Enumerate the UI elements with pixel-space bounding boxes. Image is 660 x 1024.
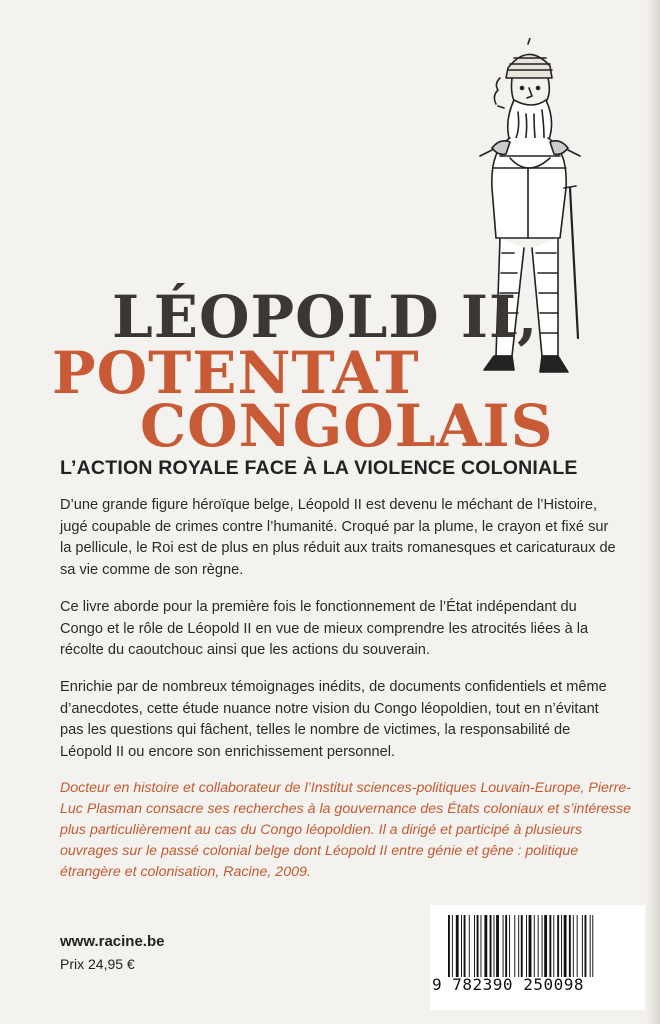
- barcode-icon: [448, 915, 640, 977]
- barcode-bar: [538, 915, 539, 977]
- barcode-bar: [573, 915, 574, 977]
- barcode-area: [430, 905, 645, 1010]
- barcode-bar: [564, 915, 567, 977]
- barcode-bar: [503, 915, 504, 977]
- barcode-bar: [544, 915, 547, 977]
- barcode-bar: [529, 915, 532, 977]
- barcode-bar: [514, 915, 515, 977]
- barcode-bar: [477, 915, 479, 977]
- barcode-bar: [518, 915, 519, 977]
- barcode-bar: [494, 915, 495, 977]
- barcode-bar: [474, 915, 475, 977]
- title-line-3: CONGOLAIS: [140, 392, 554, 460]
- barcode-bar: [456, 915, 459, 977]
- title-line-1: LÉOPOLD II,: [112, 283, 539, 351]
- barcode-bar: [577, 915, 578, 977]
- barcode-bar: [509, 915, 510, 977]
- subtitle: L’ACTION ROYALE FACE À LA VIOLENCE COLONIALE: [60, 457, 578, 479]
- barcode-bar: [590, 915, 591, 977]
- barcode-bar: [553, 915, 554, 977]
- barcode-bar: [448, 915, 450, 977]
- barcode-bar: [526, 915, 527, 977]
- barcode-bar: [557, 915, 559, 977]
- barcode-bar: [561, 915, 562, 977]
- price-label: Prix 24,95 €: [60, 956, 135, 972]
- barcode-bar: [569, 915, 571, 977]
- title-line-2: POTENTAT: [52, 339, 420, 407]
- barcode-bar: [549, 915, 551, 977]
- barcode-digits: 9 782390 250098: [432, 975, 584, 994]
- publisher-website: www.racine.be: [60, 933, 165, 950]
- paragraph: Enrichie par de nombreux témoignages inédits, de documents confidentiels et même d’anecdotes, cette étude nuance notre vision du Congo léopoldien, tout en n’évitant pas les questions qui fâchent, telles le nombre de victimes, la responsabilité de Léopold II ou encore son enrichissement personnel.: [60, 679, 607, 760]
- barcode-bar: [534, 915, 535, 977]
- barcode-bar: [592, 915, 593, 977]
- barcode-bar: [481, 915, 482, 977]
- barcode-bar: [505, 915, 507, 977]
- barcode-bar: [452, 915, 453, 977]
- paragraph: Ce livre aborde pour la première fois le fonctionnement de l’État indépendant du Congo et le rôle de Léopold II en vue de mieux comprendre les atrocités liées à la récolte du caoutchouc ainsi que les actions du souverain.: [60, 599, 589, 658]
- barcode-bar: [490, 915, 492, 977]
- barcode-bar: [521, 915, 523, 977]
- author-bio: Docteur en histoire et collaborateur de l’Institut sciences-politiques Louvain-Europe, Pierre-Luc Plasman consacre ses recherches à la gouvernance des États coloniaux et s’intéresse plus particulièrement au cas du Congo léopoldien. Il a dirigé et participé à plusieurs ouvrages sur le passé colonial belge dont Léopold II entre génie et gêne : politique étrangère et colonisation, Racine, 2009.: [60, 780, 631, 880]
- barcode-bar: [461, 915, 462, 977]
- barcode-bar: [496, 915, 499, 977]
- barcode-bar: [484, 915, 487, 977]
- barcode-bar: [582, 915, 583, 977]
- barcode-bar: [464, 915, 466, 977]
- barcode-bar: [469, 915, 470, 977]
- paragraph: D’une grande figure héroïque belge, Léopold II est devenu le méchant de l’Histoire, jugé coupable de crimes contre l’humanité. Croqué par la plume, le crayon et fixé sur la pellicule, le Roi est de plus en plus réduit aux traits romanesques et caricaturaux de sa vie comme de son règne.: [60, 497, 616, 578]
- cover-edge: [646, 0, 660, 1024]
- barcode-bar: [585, 915, 587, 977]
- barcode-bar: [542, 915, 543, 977]
